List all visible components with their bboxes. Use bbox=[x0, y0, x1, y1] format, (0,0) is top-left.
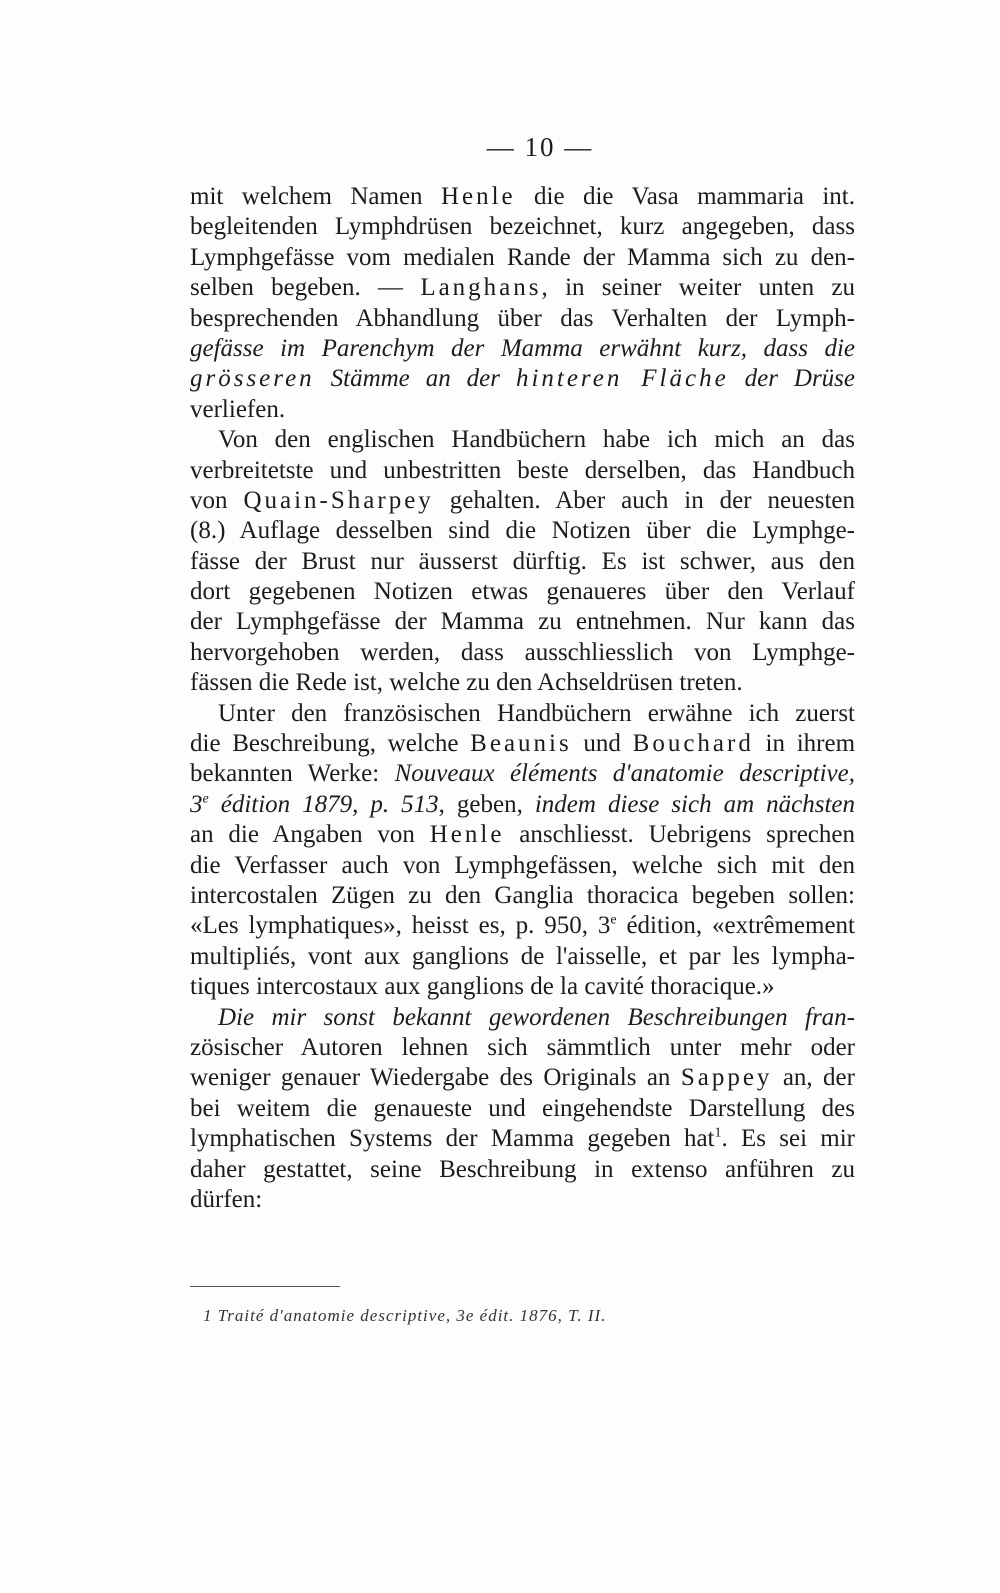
text-segment: bekannten Werke: bbox=[190, 760, 395, 788]
text-line bbox=[190, 1185, 855, 1215]
text-segment: Bouchard bbox=[632, 730, 754, 758]
text-segment: dort gegebenen Notizen etwas genaueres über den Verlauf bbox=[190, 578, 855, 606]
text-segment: der Drüse bbox=[728, 365, 856, 393]
text-segment: Henle bbox=[440, 183, 516, 210]
text-line bbox=[190, 304, 855, 334]
text-line bbox=[190, 1063, 855, 1093]
text-line bbox=[190, 638, 855, 668]
text-line bbox=[190, 243, 855, 273]
text-line bbox=[190, 851, 855, 881]
text-segment: Lymphgefässe vom medialen Rande der Mamma sich zu den- bbox=[190, 243, 855, 271]
text-segment: grösseren bbox=[190, 365, 315, 393]
text-segment: hervorgehoben werden, dass ausschliesslich von Lymphge- bbox=[190, 638, 855, 666]
text-line bbox=[190, 486, 855, 516]
text-segment: e bbox=[610, 913, 617, 929]
text-line bbox=[190, 607, 855, 637]
text-segment: (8.) Auflage desselben sind die Notizen über die Lymphge- bbox=[190, 517, 855, 545]
text-segment: 3 bbox=[190, 790, 203, 818]
text-segment: zösischer Autoren lehnen sich sämmtlich unter mehr oder bbox=[190, 1033, 855, 1061]
text-line bbox=[190, 699, 855, 729]
text-segment: , in seiner weiter unten zu bbox=[541, 274, 855, 302]
text-segment: gefässe im Parenchym der Mamma erwähnt kurz, dass die bbox=[190, 334, 855, 362]
text-line bbox=[190, 1155, 855, 1185]
text-segment: Die mir sonst bekannt gewordenen Beschreibungen fran- bbox=[218, 1003, 855, 1031]
text-segment: e bbox=[202, 791, 209, 807]
text-segment: Beaunis bbox=[470, 730, 572, 758]
text-line bbox=[190, 1124, 855, 1154]
text-segment: multipliés, vont aux ganglions de l'aisselle, et par les lympha- bbox=[190, 942, 855, 970]
text-line bbox=[190, 182, 855, 212]
text-segment: édition, «extrêmement bbox=[616, 912, 855, 940]
text-segment: intercostalen Zügen zu den Ganglia thoracica begeben sollen: bbox=[190, 881, 855, 909]
text-line bbox=[190, 334, 855, 364]
text-segment: begleitenden Lymphdrüsen bezeichnet, kurz angegeben, dass bbox=[190, 213, 855, 241]
text-segment: Sappey bbox=[680, 1064, 773, 1092]
text-line bbox=[190, 942, 855, 972]
text-segment: anschliesst. Uebrigens sprechen bbox=[504, 821, 856, 849]
text-line bbox=[190, 577, 855, 607]
text-line bbox=[190, 516, 855, 546]
text-line bbox=[190, 364, 855, 394]
text-segment: Quain-Sharpey bbox=[243, 486, 434, 514]
text-segment: an die Angaben von bbox=[190, 821, 430, 849]
text-segment: indem diese sich am nächsten bbox=[534, 790, 856, 818]
text-segment: . Es sei mir bbox=[721, 1125, 855, 1153]
text-line bbox=[190, 759, 855, 789]
text-line bbox=[190, 456, 855, 486]
text-line bbox=[190, 911, 855, 941]
text-segment: an, der bbox=[772, 1064, 855, 1092]
text-line bbox=[190, 395, 855, 425]
text-segment: édition 1879, p. 513 bbox=[208, 790, 439, 818]
text-segment: fässen die Rede ist, welche zu den Achseldrüsen treten. bbox=[190, 669, 743, 697]
text-line bbox=[190, 881, 855, 911]
text-segment: dürfen: bbox=[190, 1185, 263, 1213]
text-segment: verliefen. bbox=[190, 395, 286, 423]
text-segment: lymphatischen Systems der Mamma gegeben hat bbox=[190, 1125, 715, 1153]
text-line bbox=[190, 273, 855, 303]
text-segment: die Verfasser auch von Lymphgefässen, welche sich mit den bbox=[190, 851, 855, 879]
text-segment: daher gestattet, seine Beschreibung in extenso anführen zu bbox=[190, 1155, 855, 1183]
text-segment: in ihrem bbox=[753, 730, 856, 758]
text-line bbox=[190, 1094, 855, 1124]
footnote: 1 Traité d'anatomie descriptive, 3e édit. 1876, T. II. bbox=[203, 1306, 607, 1325]
footnote-divider bbox=[190, 1286, 340, 1287]
text-line bbox=[190, 972, 855, 1002]
text-segment: bei weitem die genaueste und eingehendste Darstellung des bbox=[190, 1094, 855, 1122]
text-line bbox=[190, 729, 855, 759]
text-line bbox=[190, 425, 855, 455]
text-segment: hinteren Fläche bbox=[515, 365, 729, 393]
text-segment: «Les lymphatiques», heisst es, p. 950, 3 bbox=[190, 912, 611, 940]
text-segment: verbreitetste und unbestritten beste derselben, das Handbuch bbox=[190, 456, 855, 484]
text-segment: Langhans bbox=[420, 274, 542, 302]
body-text bbox=[190, 182, 855, 1215]
text-line bbox=[190, 790, 855, 820]
text-segment: besprechenden Abhandlung über das Verhalten der Lymph- bbox=[190, 304, 855, 332]
text-line bbox=[190, 1003, 855, 1033]
text-segment: Henle bbox=[429, 821, 505, 849]
text-line bbox=[190, 1033, 855, 1063]
text-segment: die Beschreibung, welche bbox=[190, 730, 471, 758]
text-segment: , geben, bbox=[438, 790, 535, 818]
text-segment: gehalten. Aber auch in der neuesten bbox=[433, 486, 855, 514]
text-segment: tiques intercostaux aux ganglions de la cavité thoracique.» bbox=[190, 973, 775, 1001]
text-segment: selben begeben. — bbox=[190, 274, 421, 302]
text-segment: Unter den französischen Handbüchern erwähne ich zuerst bbox=[218, 699, 855, 727]
text-line bbox=[190, 820, 855, 850]
page-number: — 10 — bbox=[486, 132, 594, 162]
text-segment: der Lymphgefässe der Mamma zu entnehmen. Nur kann das bbox=[190, 608, 855, 636]
text-segment: mit welchem Namen bbox=[190, 183, 441, 210]
text-segment: Nouveaux éléments d'anatomie descriptive, bbox=[394, 760, 855, 788]
text-line bbox=[190, 547, 855, 577]
text-segment: weniger genauer Wiedergabe des Originals an bbox=[190, 1064, 681, 1092]
text-segment: Stämme an der bbox=[314, 365, 516, 393]
text-segment: und bbox=[571, 730, 633, 758]
text-segment: von bbox=[190, 486, 244, 514]
text-segment: die die Vasa mammaria int. bbox=[515, 183, 855, 210]
text-segment: fässe der Brust nur äusserst dürftig. Es ist schwer, aus den bbox=[190, 547, 855, 575]
text-segment: Von den englischen Handbüchern habe ich mich an das bbox=[218, 426, 855, 454]
text-line bbox=[190, 212, 855, 242]
text-line bbox=[190, 668, 855, 698]
text-segment: 1 bbox=[714, 1125, 722, 1141]
